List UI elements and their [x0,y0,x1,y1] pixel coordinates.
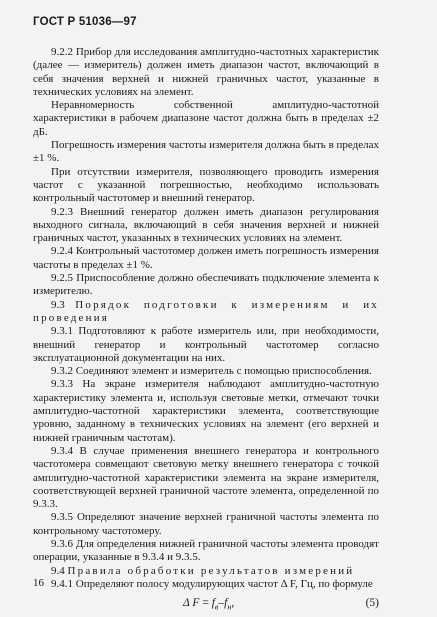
document-header: ГОСТ Р 51036—97 [33,16,137,28]
paragraph: 9.3.4 В случае применения внешнего генератора и контрольного частотомера совмещают световую метку внешнего генератора с точкой амплитудно-частотной характеристики элемента на экране измерителя, соответствующей верхней граничной частоте элемента, определенной по 9.3.3. [33,444,379,511]
paragraph: 9.3.2 Соединяют элемент и измеритель с помощью приспособления. [51,365,372,378]
page-number: 16 [33,577,44,589]
document-body [33,46,379,617]
paragraph: 9.3.1 Подготовляют к работе измеритель или, при необходимости, внешний генератор и контрольный частотомер согласно эксплуатационной документации на них. [33,325,379,364]
section-number: 9.4 [51,564,65,577]
section-heading-9-4 [33,565,379,578]
formula-expression: Δ $F = f_в-f_н$, [183,597,235,612]
paragraph: Неравномерность собственной амплитудно-частотной характеристики в рабочем диапазоне частот должна быть в пределах ±2 дБ. [33,99,379,138]
paragraph: 9.2.3 Внешний генератор должен иметь диапазон регулирования выходного сигнала, включающий в себя значения верхней и нижней граничных частот, указанных в технических условиях на элемент. [33,205,379,245]
paragraph: 9.2.4 Контрольный частотомер должен иметь погрешность измерения частоты в пределах ±1 %. [33,245,379,271]
paragraph: 9.3.5 Определяют значение верхней граничной частоты элемента по контрольному частотомеру. [33,511,379,537]
paragraph: 9.4.1 Определяют полосу модулирующих частот Δ F, Гц, по формуле [51,577,373,590]
paragraph: При отсутствии измерителя, позволяющего проводить измерения частот с указанной погрешностью, необходимо использовать контрольный частотомер и внешний генератор. [33,165,379,205]
paragraph: 9.2.2 Прибор для исследования амплитудно-частотных характеристик (далее — измеритель) должен иметь диапазон частот, включающий в себя значения верхней и нижней граничных частот, указанные в технических условиях на элемент. [33,46,379,98]
formula-5 [33,595,379,617]
paragraph: 9.3.3 На экране измерителя наблюдают амплитудно-частотную характеристику элемента и, используя световые метки, отмечают точки амплитудно-частотной характеристики элемента, соответствующие уровню, заданному в технических условиях на элемент (его верхней и нижней граничным частотам). [33,378,379,444]
formula-number: (5) [365,597,379,610]
section-number: 9.3 [51,298,65,311]
section-title: Правила обработки результатов измерений [67,564,355,577]
section-title: Порядок подготовки к измерениям и их проведения [33,298,379,324]
section-heading-9-3 [33,299,379,326]
paragraph: 9.2.5 Приспособление должно обеспечивать подключение элемента к измерителю. [33,272,379,298]
paragraph: Погрешность измерения частоты измерителя должна быть в пределах ±1 %. [33,139,379,165]
paragraph: 9.3.6 Для определения нижней граничной частоты элемента проводят операции, указанные в 9.3.4 и 9.3.5. [33,537,379,564]
